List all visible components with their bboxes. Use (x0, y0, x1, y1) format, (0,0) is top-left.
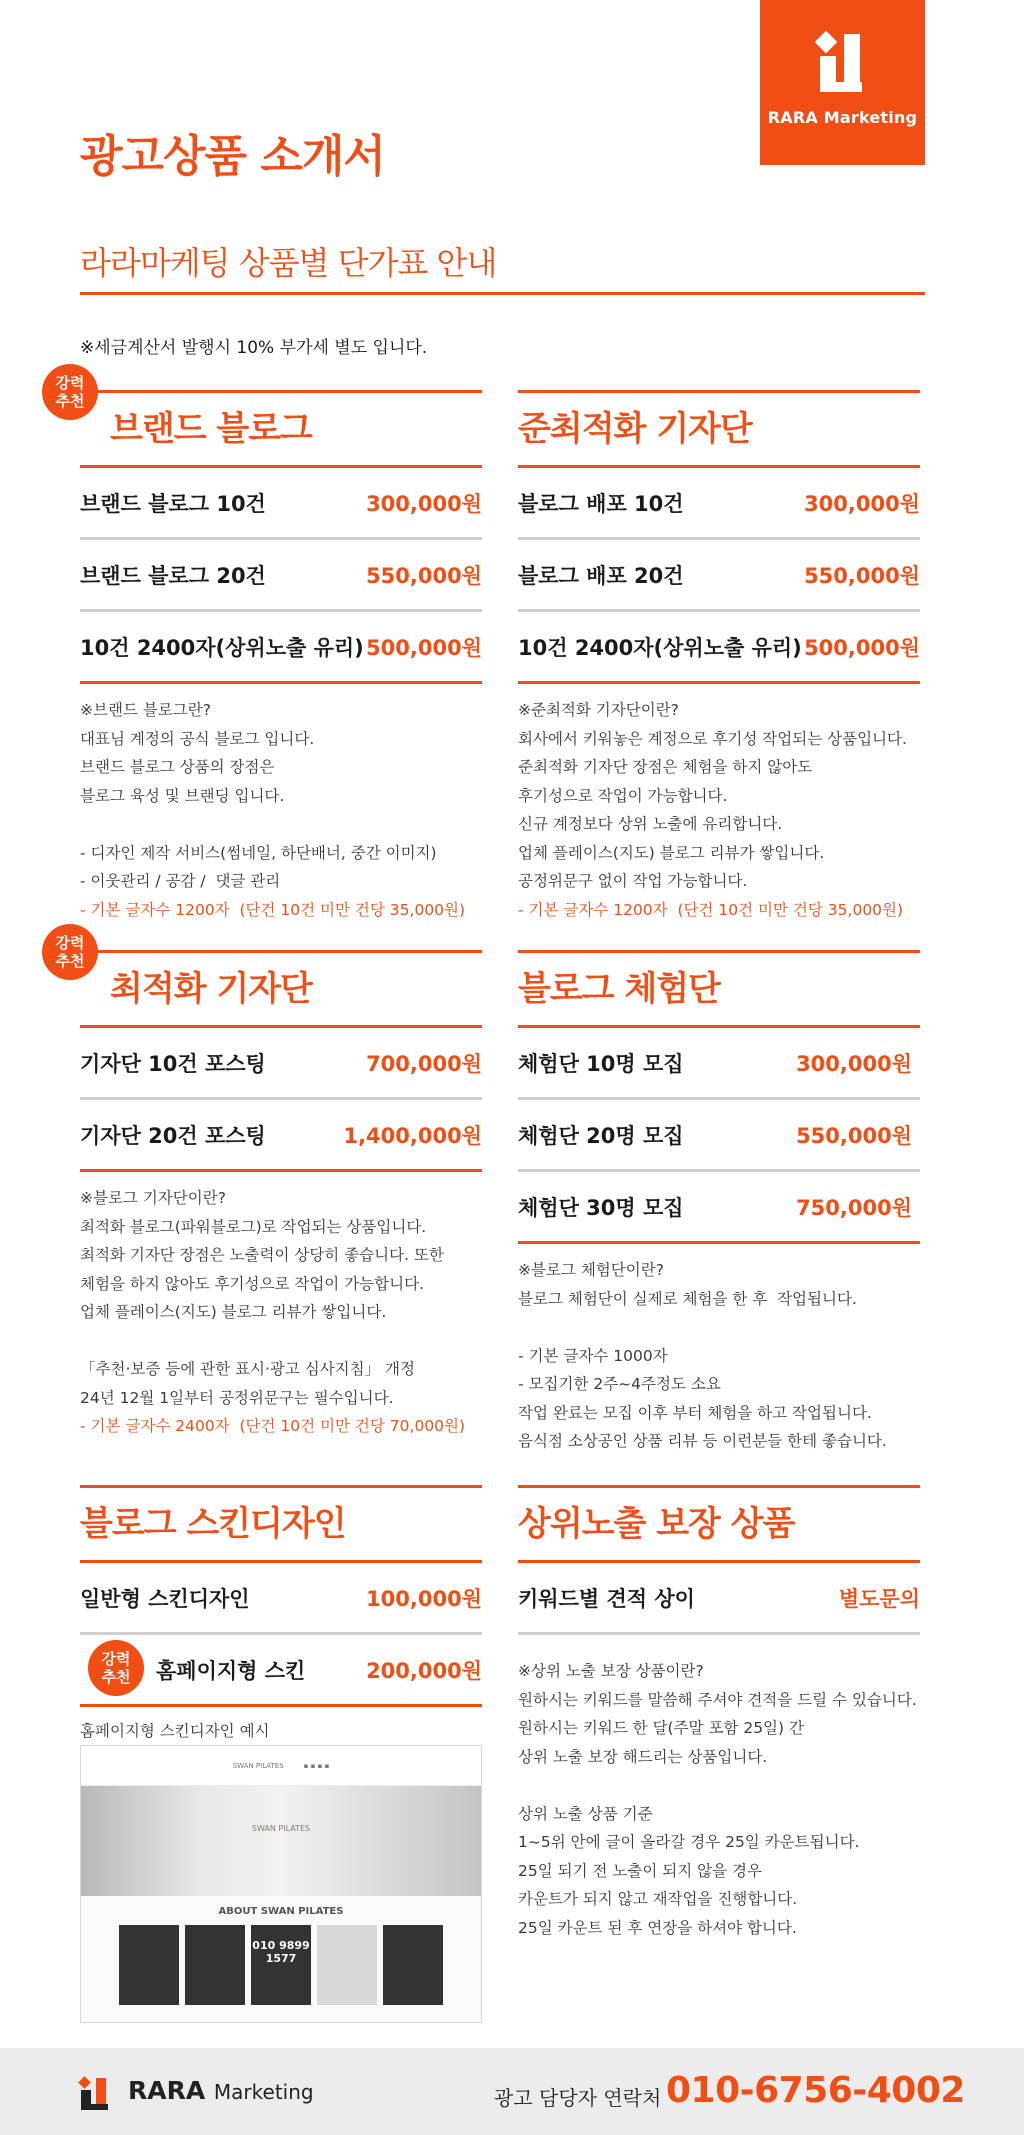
preview-hero (81, 1786, 481, 1896)
subtitle-divider (80, 292, 925, 295)
preview-nav: SWAN PILATES ▪ ▪ ▪ ▪ (81, 1746, 481, 1786)
recommend-badge: 강력 추천 (88, 1640, 144, 1696)
rara-logo-icon (814, 28, 872, 100)
section-title: 준최적화 기자단 (518, 409, 752, 449)
price-row: 블로그 배포 10건 300,000원 (518, 468, 920, 540)
section-title: 블로그 스킨디자인 (80, 1504, 346, 1544)
footer (0, 2048, 1024, 2135)
section-title: 상위노출 보장 상품 (518, 1504, 795, 1544)
section-brand-blog (80, 390, 482, 924)
preview-phone: 010 9899 1577 (252, 1939, 310, 1965)
section-title: 최적화 기자단 (110, 969, 312, 1009)
price-row: 체험단 10명 모집 300,000원 (518, 1028, 920, 1100)
section-title: 블로그 체험단 (518, 969, 720, 1009)
skin-preview-image (80, 1745, 482, 2023)
price-row: 기자단 20건 포스팅 1,400,000원 (80, 1100, 482, 1172)
contact-phone[interactable]: 010-6756-4002 (666, 2070, 965, 2111)
price-row: 기자단 10건 포스팅 700,000원 (80, 1028, 482, 1100)
price-row: 10건 2400자(상위노출 유리) 500,000원 (80, 612, 482, 684)
price-row: 체험단 20명 모집 550,000원 (518, 1100, 920, 1172)
price-row: 블로그 배포 20건 550,000원 (518, 540, 920, 612)
price-row: 일반형 스킨디자인 100,000원 (80, 1563, 482, 1635)
section-semi-reporter (518, 390, 920, 924)
section-description: ※블로그 기자단이란? 최적화 블로그(파워블로그)로 작업되는 상품입니다. 최적화 기자단 장점은 노출력이 상당히 좋습니다. 또한 체험을 하지 않아도 후기성으로 작업이 가능합니다. 업체 플레이스(지도) 블로그 리뷰가 쌓입니다. 「추천·보증 등에 관한 표시·광고 심사지침」 개정 24년 12월 1일부터 공정위문구는 필수입니다. - 기본 글자수 2400자 (단건 10건 미만 건당 70,000원) (80, 1189, 466, 1435)
preview-cards (81, 1917, 481, 2005)
price-row: 브랜드 블로그 10건 300,000원 (80, 468, 482, 540)
section-experience (518, 950, 920, 1456)
recommend-badge: 강력 추천 (42, 364, 98, 420)
price-row: 체험단 30명 모집 750,000원 (518, 1172, 920, 1244)
page-title: 광고상품 소개서 (80, 131, 385, 182)
price-row: 브랜드 블로그 20건 550,000원 (80, 540, 482, 612)
section-opt-reporter (80, 950, 482, 1441)
brand-logo-box (760, 0, 925, 165)
preview-hero-brand: SWAN PILATES (251, 1824, 311, 1833)
example-caption: 홈페이지형 스킨디자인 예시 (80, 1722, 270, 1740)
rara-logo-icon (78, 2074, 114, 2114)
section-description: ※상위 노출 보장 상품이란? 원하시는 키워드를 말씀해 주셔야 견적을 드릴 수 있습니다. 원하시는 키워드 한 달(주말 포함 25일) 간 상위 노출 보장 해드리는 상품입니다. 상위 노출 상품 기준 1~5위 안에 글이 올라갈 경우 25일 카운트됩니다. 25일 되기 전 노출이 되지 않을 경우 카운트가 되지 않고 재작업을 진행합니다. 25일 카운트 된 후 연장을 하셔야 합니다. (518, 1662, 917, 1937)
preview-about: ABOUT SWAN PILATES (218, 1906, 344, 1917)
contact-label: 광고 담당자 연락처 (494, 2086, 662, 2110)
price-row: 10건 2400자(상위노출 유리) 500,000원 (518, 612, 920, 684)
highlight-note: - 기본 글자수 1200자 (단건 10건 미만 건당 35,000원) (80, 900, 466, 919)
section-description: ※블로그 체험단이란? 블로그 체험단이 실제로 체험을 한 후 작업됩니다. - 기본 글자수 1000자 - 모집기한 2주~4주정도 소요 작업 완료는 모집 이후 부터 체험을 하고 작업됩니다. 음식점 소상공인 상품 리뷰 등 이런분들 한테 좋습니다. (518, 1261, 887, 1450)
brand-name: RARA Marketing (767, 108, 918, 127)
section-top-exposure (518, 1485, 920, 1942)
preview-brand: SWAN PILATES (232, 1761, 284, 1770)
footer-brand: RARA Marketing (128, 2076, 314, 2105)
section-skin (80, 1485, 482, 1746)
price-row: 홈페이지형 스킨 200,000원 (80, 1635, 482, 1707)
price-row: 키워드별 견적 상이 별도문의 (518, 1563, 920, 1635)
highlight-note: - 기본 글자수 1200자 (단건 10건 미만 건당 35,000원) (518, 900, 904, 919)
tax-note: ※세금계산서 발행시 10% 부가세 별도 입니다. (80, 338, 428, 358)
section-description: ※준최적화 기자단이란? 회사에서 키워놓은 계정으로 후기성 작업되는 상품입니다. 준최적화 기자단 장점은 체험을 하지 않아도 후기성으로 작업이 가능합니다. 신규 계정보다 상위 노출에 유리합니다. 업체 플레이스(지도) 블로그 리뷰가 쌓입니다. 공정위문구 없이 작업 가능합니다. - 기본 글자수 1200자 (단건 10건 미만 건당 35,000원) (518, 701, 907, 919)
page-subtitle: 라라마케팅 상품별 단가표 안내 (80, 244, 497, 282)
highlight-note: - 기본 글자수 2400자 (단건 10건 미만 건당 70,000원) (80, 1417, 466, 1435)
section-title: 브랜드 블로그 (110, 409, 312, 449)
section-description: ※브랜드 블로그란? 대표님 계정의 공식 블로그 입니다. 브랜드 블로그 상품의 장점은 블로그 육성 및 브랜딩 입니다. - 디자인 제작 서비스(썸네일, 하단배너, 중간 이미지) - 이웃관리 / 공감 / 댓글 관리 - 기본 글자수 1200자 (단건 10건 미만 건당 35,000원) (80, 701, 466, 919)
recommend-badge: 강력 추천 (42, 924, 98, 980)
